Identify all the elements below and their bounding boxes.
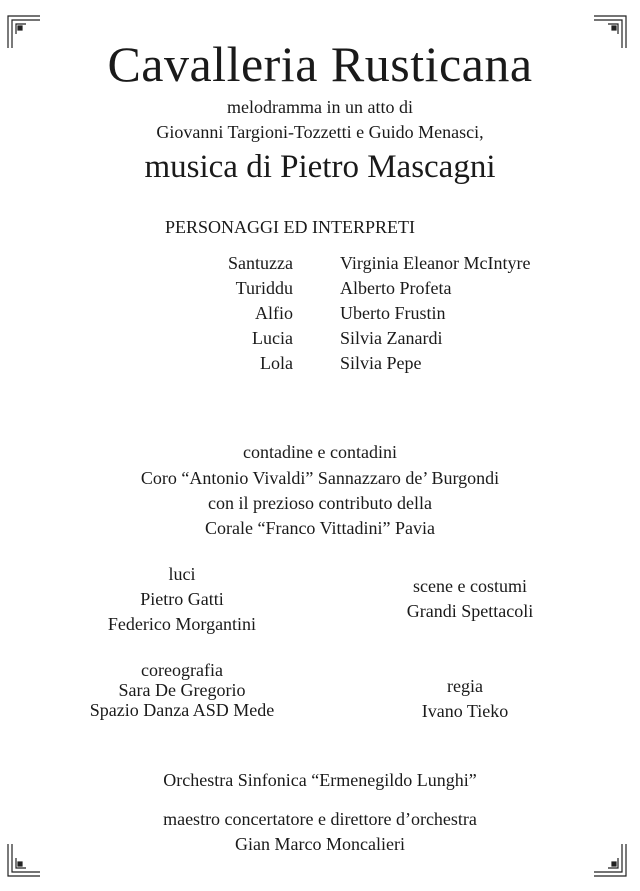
cast-role: Lucia [252,328,293,348]
direction-credit [380,675,550,722]
sets-credit [360,575,580,622]
subtitle-line-1: melodramma in un atto di [227,97,413,117]
chorus-line: con il prezioso contributo della [208,493,432,513]
conductor-name: Gian Marco Moncalieri [235,834,405,854]
conductor-label: maestro concertatore e direttore d’orchestra [163,809,477,829]
cast-row [0,252,640,277]
chorus-line: Coro “Antonio Vivaldi” Sannazzaro de’ Burgondi [140,468,500,488]
lights-name: Federico Morgantini [107,614,257,634]
cast-row [0,302,640,327]
cast-performer: Silvia Zanardi [340,328,443,348]
cast-row [0,277,640,302]
choreography-credit [52,659,312,721]
choreography-name: Sara De Gregorio [118,680,246,700]
cast-performer: Silvia Pepe [340,353,422,373]
cast-performer: Alberto Profeta [340,278,452,298]
direction-label: regia [447,676,483,696]
cast-performer: Uberto Frustin [340,303,446,323]
cast-role: Lola [260,353,293,373]
opera-title: Cavalleria Rusticana [107,36,533,92]
cast-role: Turiddu [235,278,293,298]
lights-name: Pietro Gatti [140,589,224,609]
composer-line: musica di Pietro Mascagni [144,149,496,185]
choreography-name: Spazio Danza ASD Mede [89,700,275,720]
cast-role: Santuzza [228,253,293,273]
subtitle-line-2: Giovanni Targioni-Tozzetti e Guido Menasci, [156,122,484,142]
cast-row [0,352,640,377]
choreography-label: coreografia [141,660,223,680]
sets-label: scene e costumi [413,576,527,596]
chorus-line: contadine e contadini [243,442,397,462]
cast-role: Alfio [255,303,293,323]
direction-name: Ivano Tieko [421,701,509,721]
orchestra-name: Orchestra Sinfonica “Ermenegildo Lunghi” [163,770,477,790]
cast-row [0,327,640,352]
chorus-line: Corale “Franco Vittadini” Pavia [204,518,436,538]
lights-label: luci [168,564,196,584]
cast-performer: Virginia Eleanor McIntyre [340,253,531,273]
sets-name: Grandi Spettacoli [406,601,534,621]
lights-credit [62,563,302,635]
cast-heading: PERSONAGGI ED INTERPRETI [165,217,415,237]
